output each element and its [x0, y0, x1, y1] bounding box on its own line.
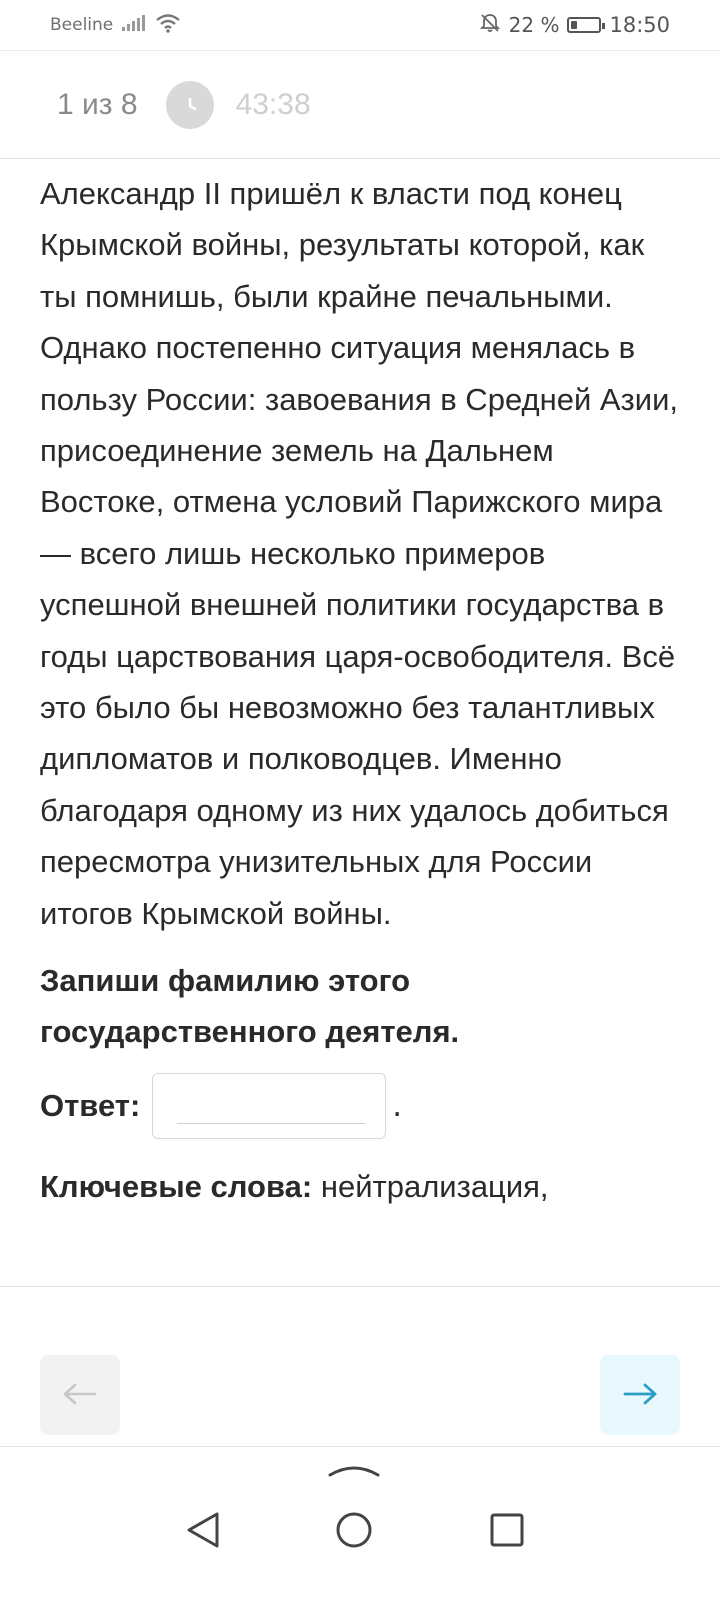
answer-box[interactable]	[152, 1073, 386, 1139]
status-bar	[0, 0, 720, 50]
question-passage: Александр II пришёл к власти под конец Крымской войны, результаты которой, как ты помнишь, были крайне печальными. Однако постепенно ситуация менялась в пользу России: завоевания в Средней Азии, присоединение земель на Дальнем Востоке, отмена условий Парижского мира — всего лишь несколько примеров успешной внешней политики государства в годы царствования царя-освободителя. Всё это было бы невозможно без талантливых дипломатов и полководцев. Именно благодаря одному из них удалось добиться пересмотра унизительных для России итогов Крымской войны.	[40, 176, 679, 931]
keywords	[40, 1161, 680, 1212]
question-nav-bar	[0, 1287, 720, 1446]
quiz-header	[0, 51, 720, 159]
battery-fill	[571, 21, 577, 29]
status-right	[479, 12, 670, 39]
clock-icon	[166, 81, 214, 129]
next-question-button[interactable]	[600, 1355, 680, 1435]
arrow-left-icon	[62, 1382, 98, 1409]
keywords-value: нейтрализация,	[320, 1169, 549, 1205]
clock-time: 18:50	[609, 13, 670, 37]
answer-suffix: .	[392, 1088, 403, 1125]
previous-question-button[interactable]	[40, 1355, 120, 1435]
back-triangle-icon[interactable]	[180, 1507, 226, 1553]
keywords-label: Ключевые слова:	[40, 1169, 313, 1205]
battery-percent: 22 %	[508, 13, 560, 37]
wifi-icon	[155, 13, 181, 38]
status-left	[50, 13, 181, 38]
answer-label: Ответ:	[40, 1088, 141, 1124]
timer-value: 43:38	[235, 87, 311, 121]
question-content[interactable]	[40, 168, 680, 1286]
question-progress: 1 из 8	[57, 87, 138, 121]
chevron-up-icon[interactable]	[326, 1457, 382, 1481]
carrier-name: Beeline	[50, 15, 114, 35]
signal-icon	[121, 14, 147, 37]
question-prompt: Запиши фамилию этого государственного деятеля.	[40, 963, 460, 1050]
mute-bell-icon	[479, 12, 501, 39]
system-nav-bar	[0, 1447, 720, 1600]
battery-icon	[567, 17, 601, 33]
answer-input[interactable]	[177, 1094, 365, 1124]
answer-row	[40, 1071, 680, 1141]
home-circle-icon[interactable]	[331, 1507, 377, 1553]
recent-apps-square-icon[interactable]	[484, 1507, 530, 1553]
arrow-right-icon	[622, 1382, 658, 1409]
